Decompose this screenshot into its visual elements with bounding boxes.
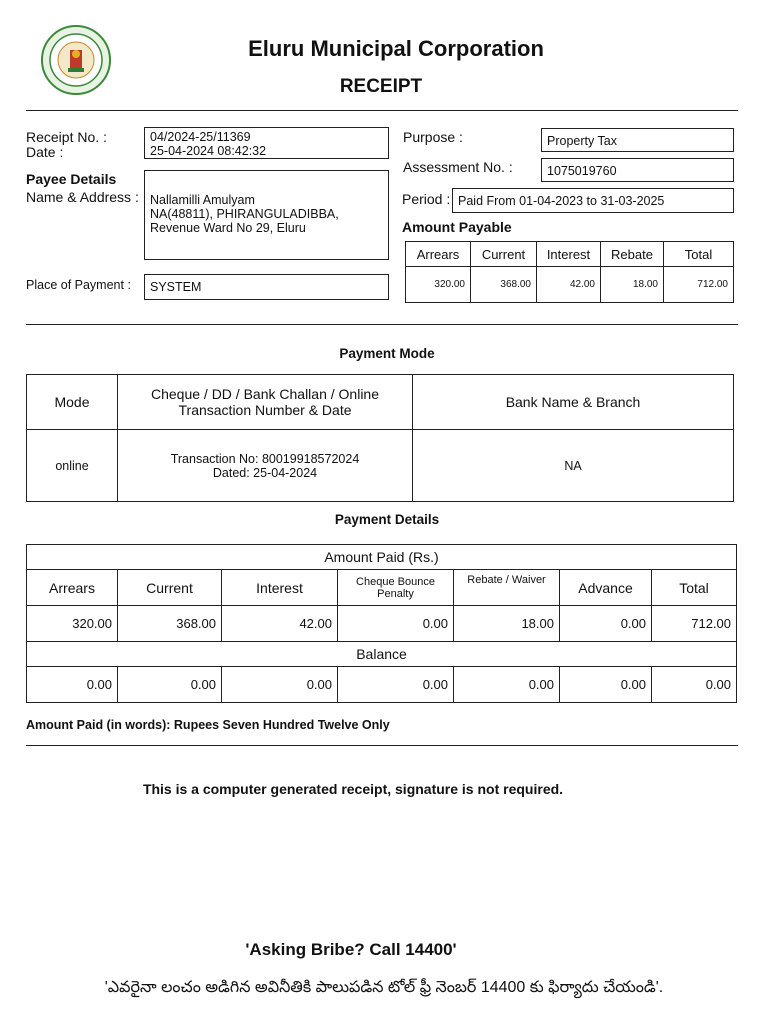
balance-current: 0.00 — [118, 667, 222, 703]
assessment-box — [541, 158, 734, 182]
place-label: Place of Payment : — [26, 278, 131, 292]
receipt-number: 04/2024-25/11369 — [150, 130, 251, 144]
balance-arrears: 0.00 — [27, 667, 118, 703]
document-type: RECEIPT — [339, 76, 423, 97]
assessment-value: 1075019760 — [547, 164, 617, 178]
date-label: Date : — [26, 144, 64, 160]
paid-rebate: 18.00 — [454, 606, 560, 642]
payment-details-heading: Payment Details — [334, 512, 440, 527]
bribe-helpline-telugu: 'ఎవరైనా లంచం అడిగిన అవినీతికి పాలుపడిన టోల్ ఫ్రీ నెంబర్ 14400 కు ఫిర్యాదు చేయండి'. — [104, 979, 664, 996]
transaction-value — [118, 430, 413, 502]
payable-interest: 42.00 — [537, 267, 601, 303]
computer-generated-note: This is a computer generated receipt, signature is not required. — [142, 781, 564, 797]
pd-col-interest: Interest — [222, 570, 338, 606]
pd-col-arrears: Arrears — [27, 570, 118, 606]
payee-name: Nallamilli Amulyam — [150, 193, 255, 207]
period-box — [452, 188, 734, 213]
balance-rebate: 0.00 — [454, 667, 560, 703]
amount-in-words: Amount Paid (in words): Rupees Seven Hundred Twelve Only — [26, 718, 390, 732]
payee-heading: Payee Details — [26, 171, 117, 187]
amount-paid-label: Amount Paid (Rs.) — [27, 545, 737, 570]
paid-interest: 42.00 — [222, 606, 338, 642]
bank-value: NA — [413, 430, 734, 502]
payment-details-table — [26, 544, 737, 703]
paid-cheque-bounce: 0.00 — [338, 606, 454, 642]
period-value: Paid From 01-04-2023 to 31-03-2025 — [458, 194, 665, 208]
balance-interest: 0.00 — [222, 667, 338, 703]
col-transaction-line2: Transaction Number & Date — [178, 402, 352, 418]
payable-arrears: 320.00 — [406, 267, 471, 303]
col-transaction — [118, 375, 413, 430]
pd-col-advance: Advance — [560, 570, 652, 606]
place-value: SYSTEM — [150, 280, 202, 294]
pd-col-rebate: Rebate / Waiver — [454, 570, 560, 606]
bribe-helpline-english: 'Asking Bribe? Call 14400' — [245, 940, 457, 959]
paid-arrears: 320.00 — [27, 606, 118, 642]
paid-current: 368.00 — [118, 606, 222, 642]
payee-address-line1: NA(48811), PHIRANGULADIBBA, — [150, 207, 339, 221]
pd-col-total: Total — [652, 570, 737, 606]
transaction-date: Dated: 25-04-2024 — [212, 465, 318, 480]
pd-col-cheque-bounce: Cheque Bounce Penalty — [338, 570, 454, 606]
organization-name: Eluru Municipal Corporation — [248, 36, 544, 61]
balance-cheque-bounce: 0.00 — [338, 667, 454, 703]
footer-divider — [26, 745, 738, 746]
payment-mode-table — [26, 374, 734, 502]
col-current: Current — [471, 242, 537, 267]
payable-rebate: 18.00 — [601, 267, 664, 303]
period-label: Period : — [402, 191, 451, 207]
header-divider — [26, 110, 738, 111]
purpose-value: Property Tax — [547, 134, 617, 148]
amount-payable-table — [405, 241, 734, 303]
name-address-label: Name & Address : — [26, 189, 139, 205]
place-box — [144, 274, 389, 300]
receipt-date: 25-04-2024 08:42:32 — [150, 144, 267, 158]
col-total: Total — [664, 242, 734, 267]
balance-total: 0.00 — [652, 667, 737, 703]
col-rebate: Rebate — [601, 242, 664, 267]
col-mode: Mode — [27, 375, 118, 430]
purpose-label: Purpose : — [403, 129, 463, 145]
payable-total: 712.00 — [664, 267, 734, 303]
paid-advance: 0.00 — [560, 606, 652, 642]
balance-advance: 0.00 — [560, 667, 652, 703]
col-interest: Interest — [537, 242, 601, 267]
mode-value: online — [27, 430, 118, 502]
receipt-no-label: Receipt No. : — [26, 129, 107, 145]
purpose-box — [541, 128, 734, 152]
payment-mode-heading: Payment Mode — [339, 346, 435, 361]
pd-col-current: Current — [118, 570, 222, 606]
transaction-number: Transaction No: 80019918572024 — [170, 451, 360, 466]
amount-payable-heading: Amount Payable — [402, 219, 512, 235]
col-bank: Bank Name & Branch — [413, 375, 734, 430]
section-divider — [26, 324, 738, 325]
paid-total: 712.00 — [652, 606, 737, 642]
payable-current: 368.00 — [471, 267, 537, 303]
col-transaction-line1: Cheque / DD / Bank Challan / Online — [150, 386, 379, 402]
payee-address-line2: Revenue Ward No 29, Eluru — [150, 221, 306, 235]
name-address-box — [144, 170, 389, 260]
receipt-number-box — [144, 127, 389, 159]
col-arrears: Arrears — [406, 242, 471, 267]
balance-label: Balance — [27, 642, 737, 667]
assessment-label: Assessment No. : — [403, 159, 513, 175]
